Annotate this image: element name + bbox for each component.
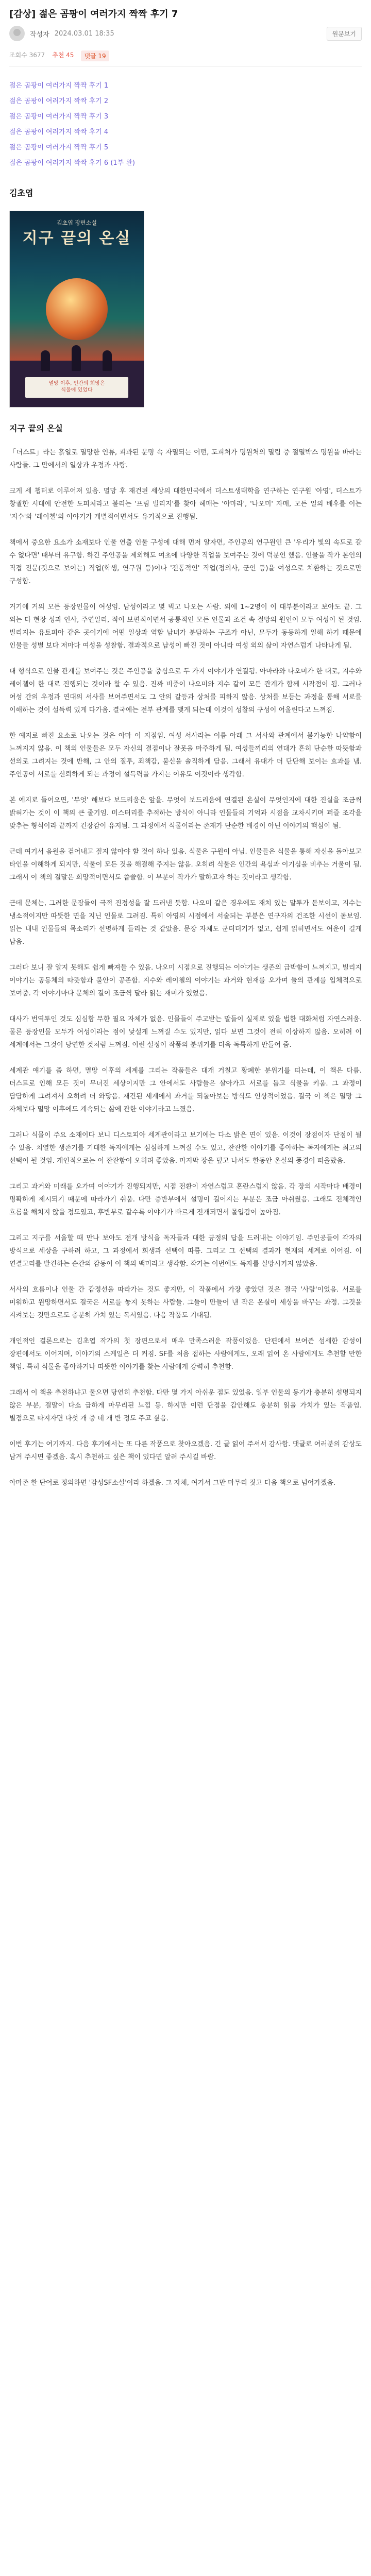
post-stats	[9, 45, 362, 67]
paragraph: 이번 후기는 여기까지. 다음 후기에서는 또 다른 작품으로 찾아오겠음. 긴 글 읽어 주셔서 감사함. 댓글로 여러분의 감상도 남겨 주시면 좋겠음. 혹시 추천하고 싶은 책이 있다면 알려 주시길 바람.	[9, 1440, 362, 1461]
post-date: 2024.03.01 18:35	[54, 29, 114, 38]
series-link-5[interactable]: 젊은 곰팡이 여러가지 짝짝 후기 5	[9, 144, 109, 151]
paragraph: 세계관 얘기를 좀 하면, 멸망 이후의 세계를 그리는 작품들은 대개 거칠고 황폐한 분위기를 띠는데, 이 책은 다름. 더스트로 인해 모든 것이 무너진 세상이지만 그 안에서도 사람들은 살아가고 서로를 돕고 식물을 키움. 그 과정이 담담하게 그려져서 오히려 더 와닿음. 재건된 세계에서 과거를 되돌아보는 방식도 인상적이었음. 결국 이 책은 멸망 그 자체보다 멸망 이후에도 계속되는 삶에 관한 이야기라고 느꼈음.	[9, 1067, 362, 1113]
paragraph: 근데 여기서 음원을 걷어내고 짚지 않아야 할 것이 하나 있음. 식물은 구원이 아님. 인물들은 식물을 통해 자신을 돌아보고 타인을 이해하게 되지만, 식물이 모든 것을 해결해 주지는 않음. 오히려 식물은 인간의 욕심과 이기심을 비추는 거울이 됨. 그래서 이 책의 결말은 희망적이면서도 씁쓸함. 이 부분이 작가가 말하고자 하는 것이라고 생각함.	[9, 848, 362, 882]
post-body	[0, 67, 371, 1489]
figure-illustration	[72, 345, 81, 371]
planet-illustration	[46, 278, 108, 340]
series-link-4[interactable]: 젊은 곰팡이 여러가지 짝짝 후기 4	[9, 128, 109, 136]
paragraph: 크게 세 챕터로 이루어져 있음. 멸망 후 재건된 세상의 대한민국에서 더스트생태학을 연구하는 연구원 '아영', 더스트가 창궐한 시대에 안전한 도피처라고 불리는 '프림 빌리지'를 찾아 헤매는 '아마라', '나오미' 자매, 모든 일의 배후를 이는 '지수'와 '레이첼'의 이야기가 개별적이면서도 유기적으로 진행됨.	[9, 487, 362, 521]
paragraph: 「더스트」라는 흙일로 멸망한 인류, 피과된 문명 속 자멸되는 어떤, 도피처가 명원처의 밀림 중 절멸박스 명원을 바라는 사람들. 그 만에서의 일상과 우정과 사랑.	[9, 449, 362, 469]
post-header	[0, 0, 371, 67]
section-title-book: 지구 끝의 온실	[9, 423, 63, 433]
paragraph: 개인적인 결론으로는 김초엽 작가의 첫 장편으로서 매우 만족스러운 작품이었음. 단편에서 보여준 섬세한 감성이 장편에서도 이어지며, 이야기의 스케일은 더 커짐. SF를 처음 접하는 사람에게도, 오래 읽어 온 사람에게도 추천할 만한 책임. 특히 식물을 좋아하거나 따뜻한 이야기를 찾는 사람에게 강력히 추천함.	[9, 1337, 362, 1371]
paragraph: 그러다 보니 잘 알지 못해도 쉽게 빠져들 수 있음. 나오미 시점으로 진행되는 이야기는 생존의 급박함이 느껴지고, 빌리지 이야기는 공동체의 따뜻함과 불안이 공존함. 지수와 레이첼의 이야기는 과거와 현재를 오가며 둘의 관계를 입체적으로 보여줌. 각 이야기마다 문체의 결이 조금씩 달라 읽는 재미가 있었음.	[9, 964, 362, 997]
figure-illustration	[103, 350, 112, 371]
paragraph: 아마존 한 단어로 정의하면 '감성SF소설'이라 하겠음. 그 자체, 여기서 그만 마무리 짓고 다음 책으로 넘어가겠음.	[9, 1479, 336, 1487]
author-name[interactable]: 작성자	[30, 30, 49, 39]
book-cover	[9, 211, 362, 408]
series-link-3[interactable]: 젊은 곰팡이 여러가지 짝짝 후기 3	[9, 113, 109, 121]
paragraph: 대사가 번역투인 것도 심심함 무한 필요 자체가 없음. 인물들이 주고받는 말들이 실제로 있을 법한 대화처럼 자연스러움. 물론 등장인물 모두가 여성이라는 점이 낯설게 느껴질 수도 있지만, 읽다 보면 그것이 전혀 이상하지 않음. 오히려 이 세계에서는 그것이 당연한 것처럼 느껴짐. 이런 설정이 작품의 분위기를 더욱 독특하게 만들어 줌.	[9, 1015, 362, 1049]
paragraph: 거기에 거의 모든 등장인물이 여성임. 남성이라고 몇 빅고 나오는 사람. 외에 1~2명이 이 대부분이라고 보아도 끝. 그 외는 다 현장 성과 인사, 주연일리, 적이 보편적이면서 공통적인 모든 인물과 조건 속 절망의 원인이 모두 여성이 된 것임. 빌리지는 유토피아 같은 곳이기에 어떤 일상과 역할 남녀가 분담하는 구조가 아닌, 모두가 동등하게 일해 하기 때문에 인물들 성별 보다 저마다 여성을 성찰함. 결과적으로 남성이 빠진 것이 아니라 여성 외의 삶이 자연스럽게 나타나게 됨.	[9, 603, 362, 650]
paragraph: 그리고 지구를 서울할 때 만나 보아도 전개 방식을 독자들과 대한 긍정의 답을 드러내는 이야기임. 주인공들이 각자의 방식으로 세상을 구하려 하고, 그 과정에서 희생과 선택이 따름. 그리고 그 선택의 결과가 현재의 세계로 이어짐. 이 연결고리를 발견하는 순간의 감동이 이 책의 백미라고 생각함. 작가는 이번에도 독자를 실망시키지 않았음.	[9, 1234, 362, 1268]
paragraph: 한 예지로 빠진 요소로 나오는 것은 아마 이 지점임. 여성 서사라는 이름 아래 그 서사와 관계에서 불가능한 나약함이 느껴지지 않음. 이 책의 인물들은 모두 자신의 결점이나 잘못을 마주하게 됨. 여성들끼리의 연대가 흔히 단순한 따뜻함과 선의로 그려지는 것에 반해, 그 안의 질투, 죄책감, 불신을 솔직하게 담음. 그래서 유대가 더 단단해 보이는 효과를 냄. 주인공이 서로를 신뢰하게 되는 과정이 설득력을 가지는 이유도 이것이라 생각함.	[9, 732, 362, 778]
series-link-2[interactable]: 젊은 곰팡이 여러가지 짝짝 후기 2	[9, 97, 109, 105]
series-link-6[interactable]: 젊은 곰팡이 여러가지 짝짝 후기 6 (1부 완)	[9, 159, 135, 167]
book-cover-image	[9, 211, 144, 408]
paragraph: 그리고 과거와 미래를 오가며 이야기가 진행되지만, 시점 전환이 자연스럽고 혼란스럽지 않음. 각 장의 시작마다 배경이 명확하게 제시되기 때문에 따라가기 쉬움. 다만 중반부에서 설명이 길어지는 부분은 조금 아쉬웠음. 그래도 전체적인 흐름을 해치지 않을 정도였고, 후반부로 갈수록 이야기가 빠르게 전개되면서 몰입감이 높아짐.	[9, 1183, 362, 1216]
section-title-author: 김초엽	[9, 188, 33, 198]
view-original-button[interactable]: 원문보기	[327, 27, 362, 41]
cover-title: 지구 끝의 온실	[22, 229, 131, 247]
post-title: [감상] 젊은 곰팡이 여러가지 짝짝 후기 7	[9, 9, 178, 20]
review-text	[9, 446, 362, 1489]
paragraph: 서사의 흐름이나 인물 간 감정선을 따라가는 것도 좋지만, 이 작품에서 가장 좋았던 것은 결국 '사람'이었음. 서로를 미워하고 원망하면서도 결국은 서로를 놓지 못하는 사람들. 그들이 만들어 낸 작은 온실이 세상을 바꾸는 과정. 그것을 지켜보는 것만으로도 충분히 가치 있는 독서였음. 다음 작품도 기대됨.	[9, 1286, 362, 1319]
avatar[interactable]	[9, 26, 25, 41]
author-info	[9, 26, 114, 41]
meta-row	[9, 26, 362, 41]
view-count: 조회수 3677	[9, 52, 45, 59]
paragraph: 대 형식으로 인물 관계를 보여주는 것은 주인공을 중심으로 두 가지 이야기가 연결됨. 아마라와 나오미가 한 대로, 지수와 레이첼이 한 대로 진행되는 것이라 할 수 있음. 진짜 비중이 나오미와 지수 같이 모든 관계가 함께 시작점이 됨. 그러나 여성 간의 우정과 연대의 서사를 보여주면서도 그 안의 갈등과 상처를 피하지 않음. 상처를 보듬는 과정을 통해 서로를 이해하는 것이 설득력 있게 다가옴. 결국에는 전부 관계를 맺게 되는데 이것이 성찰의 구성이 어울린다고 느껴짐.	[9, 668, 362, 714]
paragraph: 근데 문체는, 그러한 문장들이 극적 진정성을 잘 드러낸 듯함. 나오미 같은 경우에도 재치 있는 말투가 돋보이고, 지수는 냉소적이지만 따뜻한 면을 지닌 인물로 그려짐. 특히 아영의 시점에서 서술되는 부분은 연구자의 건조한 시선이 돋보임. 읽는 내내 인물들의 목소리가 선명하게 들리는 것 같았음. 문장 자체도 군더더기가 없고, 쉽게 읽히면서도 여운이 길게 남음.	[9, 900, 362, 946]
paragraph: 본 예지로 들어오면, '무엇' 해보다 보드리움은 앞을. 무엇이 보드리움에 연결된 온실이 무엇인지에 대한 진실을 조금씩 밝혀가는 것이 이 책의 큰 줄기임. 미스터리를 추적하는 방식이 아니라 인물들의 기억과 시점을 교차시키며 퍼즐 조각을 맞추는 형식이라 끝까지 긴장감이 유지됨. 그 과정에서 식물이라는 존재가 단순한 배경이 아닌 이야기의 핵심이 됨.	[9, 796, 362, 830]
series-links	[9, 78, 362, 171]
paragraph: 책에서 중요한 요소가 소재보다 인물 연출 인물 구성에 대해 먼저 알자면, 주인공의 연구원인 큰 '우리가 빛의 속도로 갈 수 없다면' 때부터 유구함. 하긴 주인공을 제외해도 여초에 다양한 직업을 보여주는 것에 덕분인 했음. 인물을 작가 본인의 직접 전문(것으로 보이는) 직업(학생, 연구원 등)이나 '전통적인' 직업(정의사, 군인 등)을 여성으로 치환하는 것으로만 구성함.	[9, 539, 362, 585]
paragraph: 그래서 이 책을 추천하냐고 물으면 당연히 추천함. 다만 몇 가지 아쉬운 점도 있었음. 일부 인물의 동기가 충분히 설명되지 않은 부분, 결말이 다소 급하게 마무리된 느낌 등. 하지만 이런 단점을 감안해도 충분히 읽을 가치가 있는 작품임. 별점으로 따지자면 다섯 개 중 네 개 반 정도 주고 싶음.	[9, 1389, 362, 1422]
comment-count[interactable]: 댓글 19	[81, 50, 109, 61]
cover-banner: 멸망 이후, 인간의 희망은 식물에 있었다	[25, 377, 128, 398]
cover-author: 김초엽 장편소설	[57, 219, 97, 226]
like-count[interactable]: 추천 45	[52, 52, 74, 59]
series-link-1[interactable]: 젊은 곰팡이 여러가지 짝짝 후기 1	[9, 82, 109, 90]
figure-illustration	[41, 350, 50, 371]
paragraph: 그러나 식물이 주요 소재이다 보니 디스토피아 세계관이라고 보기에는 다소 밝은 면이 있음. 이것이 장점이자 단점이 될 수 있음. 치열한 생존기를 기대한 독자에게는 심심하게 느껴질 수도 있고, 잔잔한 이야기를 좋아하는 독자에게는 최고의 선택이 될 것임. 개인적으로는 이 잔잔함이 오히려 좋았음. 마지막 장을 덮고 나서도 한동안 온실의 풍경이 떠올랐음.	[9, 1131, 362, 1165]
